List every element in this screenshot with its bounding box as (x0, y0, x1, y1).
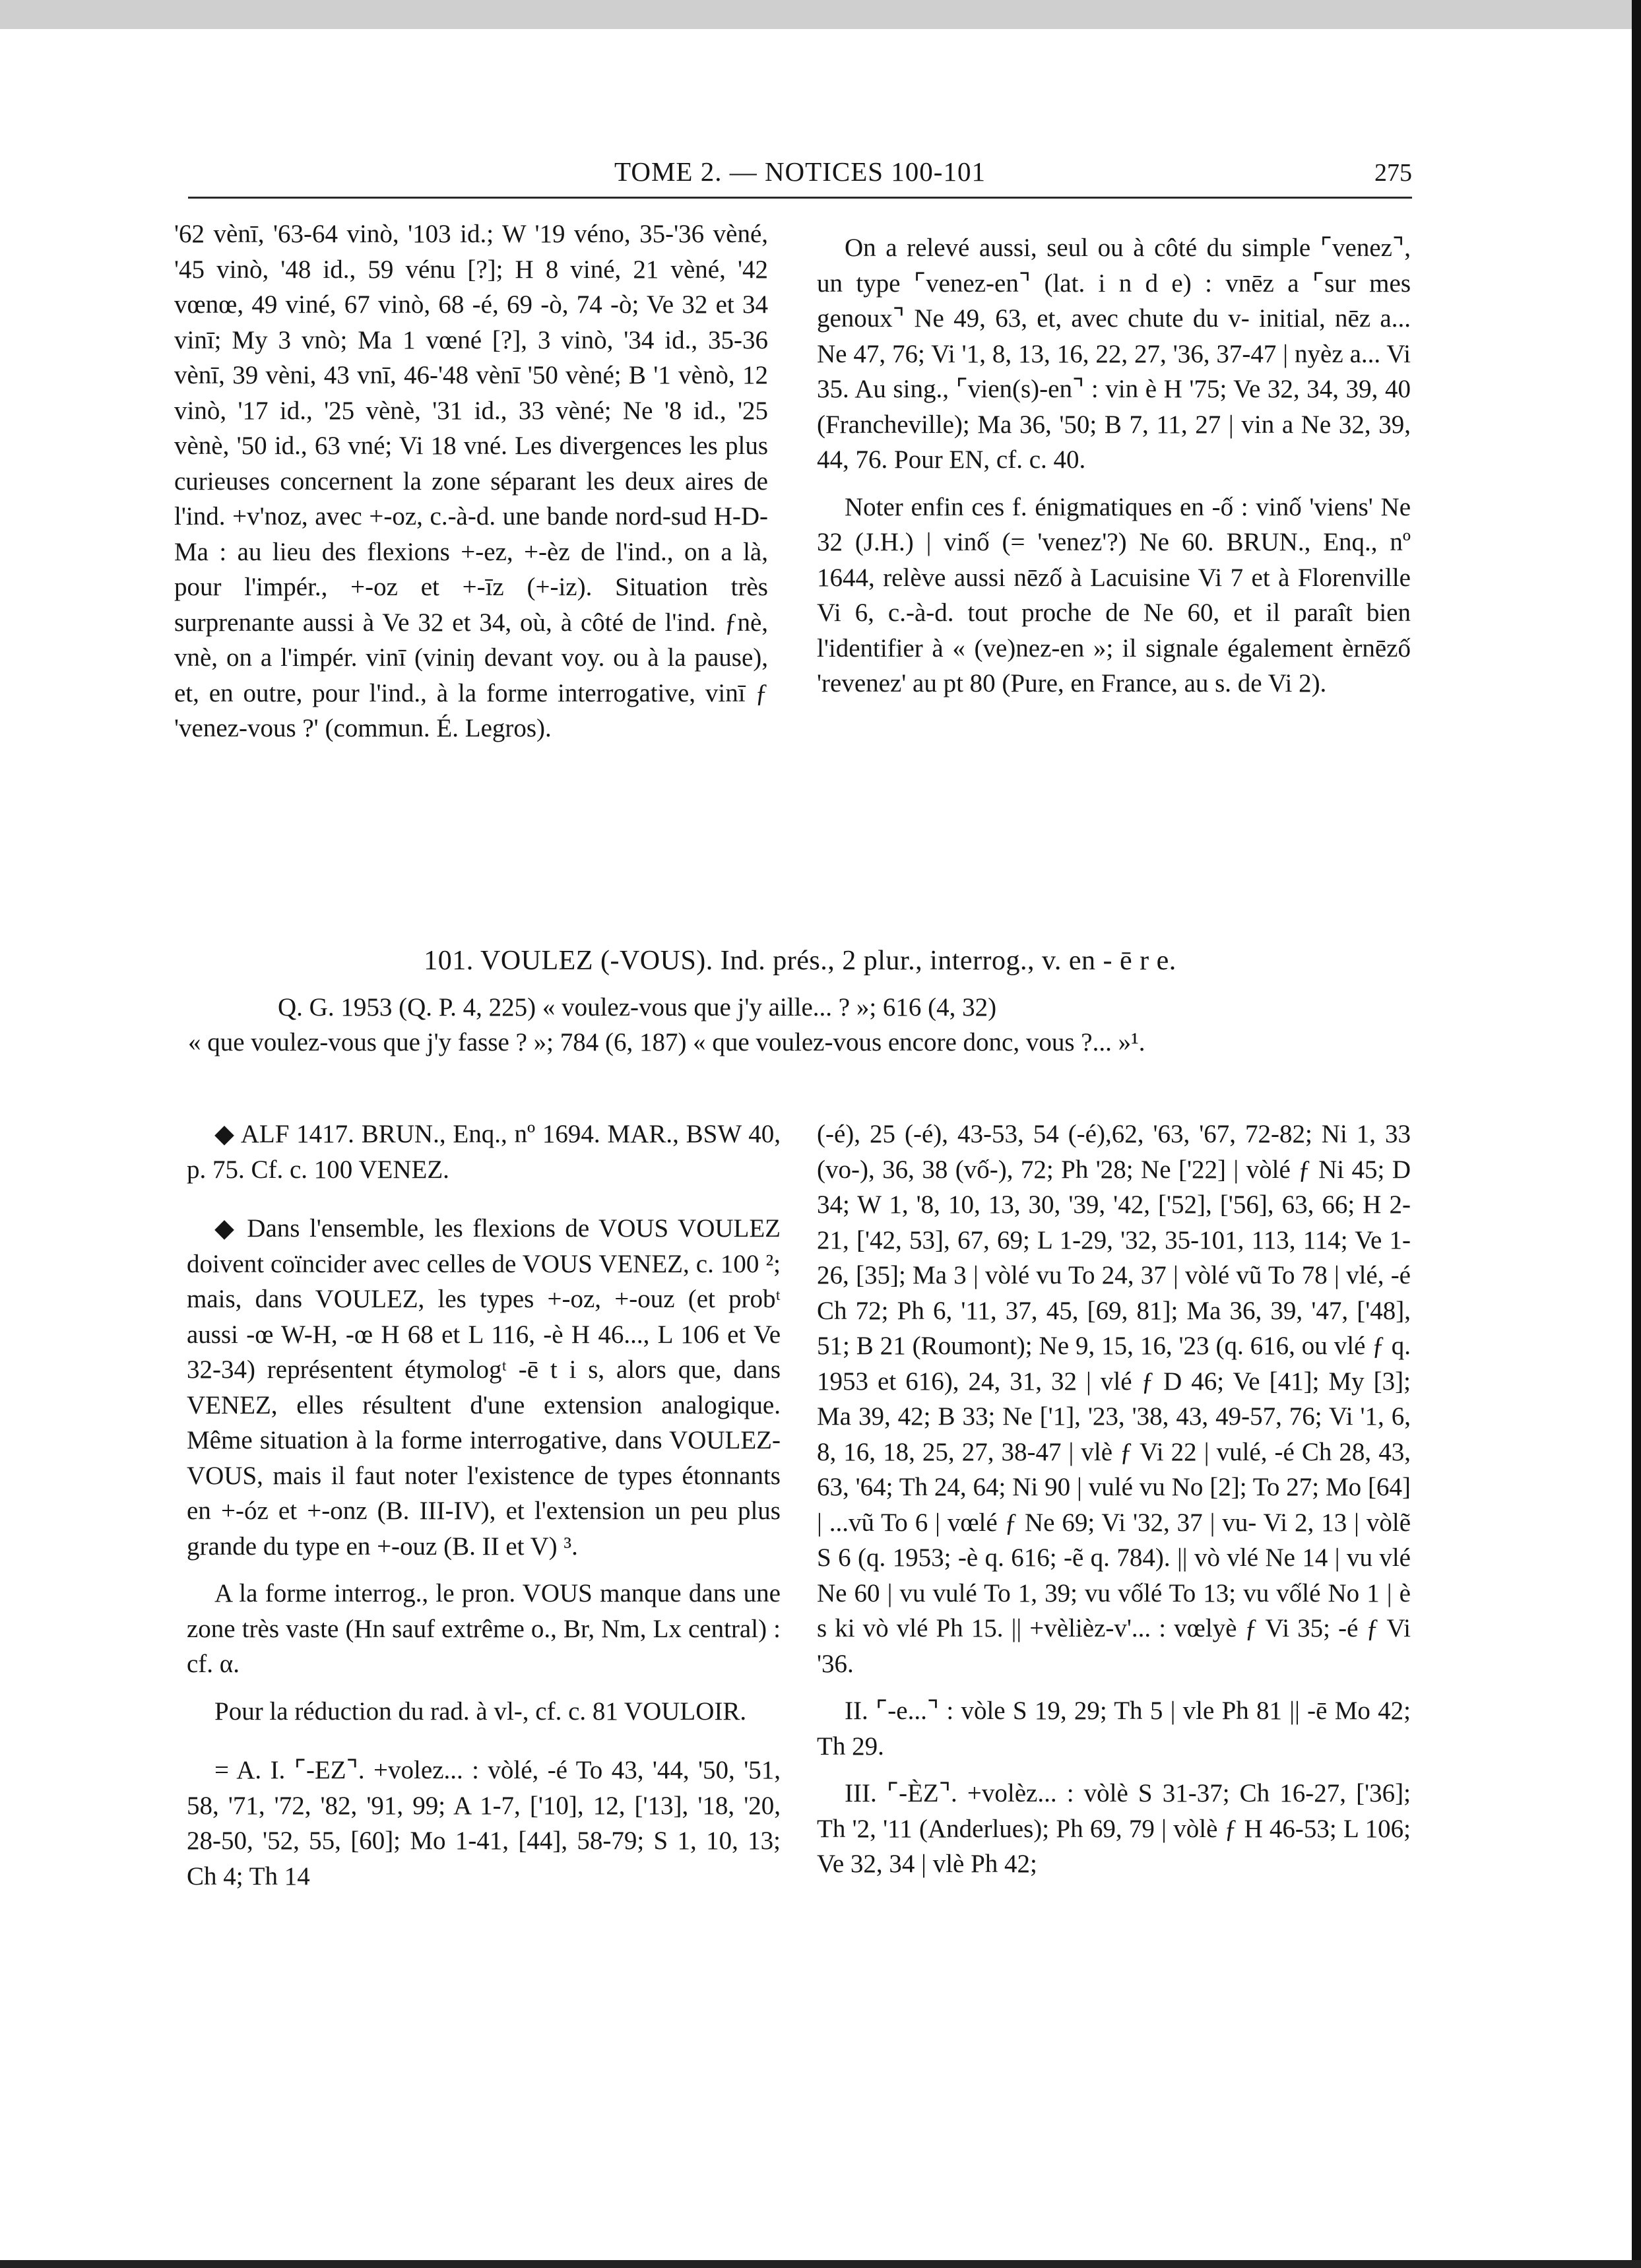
question-line: Q. G. 1953 (Q. P. 4, 225) « voulez-vous que j'y aille... ? »; 616 (4, 32) (278, 993, 997, 1021)
running-title: TOME 2. — NOTICES 100-101 (614, 156, 986, 187)
question-line: « que voulez-vous que j'y fasse ? »; 784 (6, 187) « que voulez-vous encore donc, vous ?... »¹. (188, 1028, 1145, 1056)
scan-bottom-edge (0, 2260, 1641, 2268)
paragraph: II. ⌜-e...⌝ : vòle S 19, 29; Th 5 | vle Ph 81 || -ē Mo 42; Th 29. (817, 1697, 1411, 1761)
running-header (188, 156, 1412, 195)
paragraph: Noter enfin ces f. énigmatiques en -ố : vinố 'viens' Ne 32 (J.H.) | vinố (= 'venez'?) Ne 60. BRUN., Enq., nº 1644, relève aussi nēzố à Lacuisine Vi 7 et à Florenville Vi 6, c.-à-d. tout proche de Ne 60, et il paraît bien l'identifier à « (ve)nez-en »; il signale également èrnēzố 'revenez' au pt 80 (Pure, en France, au s. de Vi 2). (817, 492, 1411, 697)
paragraph: ◆ ALF 1417. BRUN., Enq., nº 1694. MAR., BSW 40, p. 75. Cf. c. 100 VENEZ. (187, 1120, 781, 1184)
paragraph: '62 vènī, '63-64 vinò, '103 id.; W '19 véno, 35-'36 vèné, '45 vinò, '48 id., 59 vénu [?]; H 8 viné, 21 vèné, '42 vœnœ, 49 viné, 67 vinò, 68 -é, 69 -ò, 74 -ò; Ve 32 et 34 vinī; My 3 vnò; Ma 1 vœné [?], 3 vinò, '34 id., 35-36 vènī, 39 vèni, 43 vnī, 46-'48 vènī '50 vèné; B '1 vènò, 12 vinò, '17 id., '25 vènè, '31 id., 33 vèné; Ne '8 id., '25 vènè, '50 id., 63 vné; Vi 18 vné. Les divergences les plus curieuses concernent la zone séparant les deux aires de l'ind. +v'noz, avec +-oz, c.-à-d. une bande nord-sud H-D-Ma : au lieu des flexions +-ez, +-èz de l'ind., on a là, pour l'impér., +-oz et +-īz (+-iz). Situation très surprenante aussi à Ve 32 et 34, où, à côté de l'ind. ƒnè, vnè, on a l'impér. vinī (viniŋ devant voy. ou à la pause), et, en outre, pour l'ind., à la forme interrogative, vinī ƒ 'venez-vous ?' (commun. É. Legros). (174, 220, 768, 742)
paragraph: Pour la réduction du rad. à vl-, cf. c. 81 VOULOIR. (214, 1697, 747, 1726)
notice-100-continuation-right (817, 230, 1411, 713)
paragraph: III. ⌜-ÈZ⌝. +volèz... : vòlè S 31-37; Ch 16-27, ['36]; Th '2, '11 (Anderlues); Ph 69, 79 | vòlè ƒ H 46-53; L 106; Ve 32, 34 | vlè Ph 42; (817, 1779, 1411, 1878)
notice-101-questions (188, 990, 1412, 1060)
notice-101-right-column (817, 1117, 1411, 1894)
notice-101-heading: 101. VOULEZ (-VOUS). Ind. prés., 2 plur., interrog., v. en - ē r e. (424, 946, 1176, 976)
scan-right-edge (1632, 0, 1641, 2268)
header-rule (188, 197, 1412, 199)
page-number: 275 (1374, 159, 1412, 187)
paragraph: On a relevé aussi, seul ou à côté du simple ⌜venez⌝, un type ⌜venez-en⌝ (lat. i n d e) : vnēz a ⌜sur mes genoux⌝ Ne 49, 63, et, avec chute du v- initial, nēz a... Ne 47, 76; Vi '1, 8, 13, 16, 22, 27, '36, 37-47 | nyèz a... Vi 35. Au sing., ⌜vien(s)-en⌝ : vin è H '75; Ve 32, 34, 39, 40 (Francheville); Ma 36, '50; B 7, 11, 27 | vin a Ne 32, 39, 44, 76. Pour EN, cf. c. 40. (817, 234, 1411, 474)
paragraph: = A. I. ⌜-EZ⌝. +volez... : vòlé, -é To 43, '44, '50, '51, 58, '71, '72, '82, '91, 99; A 1-7, ['10], 12, ['13], '18, '20, 28-50, '52, 55, [60]; Mo 1-41, [44], 58-79; S 1, 10, 13; Ch 4; Th 14 (187, 1756, 781, 1891)
paragraph: (-é), 25 (-é), 43-53, 54 (-é),62, '63, '67, 72-82; Ni 1, 33 (vo-), 36, 38 (vố-), 72; Ph '28; Ne ['22] | vòlé ƒ Ni 45; D 34; W 1, '8, 10, 13, 30, '39, '42, ['52], ['56], 63, 66; H 2-21, ['42, 53], 67, 69; L 1-29, '32, 35-101, 113, 114; Ve 1-26, [35]; Ma 3 | vòlé vu To 24, 37 | vòlé vũ To 78 | vlé, -é Ch 72; Ph 6, '11, 37, 45, [69, 81]; Ma 36, 39, '47, ['48], 51; B 21 (Roumont); Ne 9, 15, 16, '23 (q. 616, ou vlé ƒ q. 1953 et 616), 24, 31, 32 | vlé ƒ D 46; Ve [41]; My [3]; Ma 39, 42; B 33; Ne ['1], '23, '38, 43, 49-57, 76; Vi '1, 6, 8, 16, 18, 25, 27, 38-47 | vlè ƒ Vi 22 | vulé, -é Ch 28, 43, 63, '64; Th 24, 64; Ni 90 | vulé vu No [2]; To 27; Mo [64] | ...vũ To 6 | vœlé ƒ Ne 69; Vi '32, 37 | vu- Vi 2, 13 | vòlẽ S 6 (q. 1953; -è q. 616; -ẽ q. 784). || vò vlé Ne 14 | vu vlé Ne 60 | vu vulé To 1, 39; vu vốlé To 13; vu vốlé No 1 | è s ki vò vlé Ph 15. || +vèlièz-v'... : vœlyè ƒ Vi 35; -é ƒ Vi '36. (817, 1120, 1411, 1678)
paragraph: A la forme interrog., le pron. VOUS manque dans une zone très vaste (Hn sauf extrême o., Br, Nm, Lx central) : cf. α. (187, 1579, 781, 1678)
scan-top-edge (0, 0, 1641, 29)
notice-101-left-column (187, 1117, 781, 1906)
notice-100-continuation-left (174, 216, 768, 758)
paragraph: ◆ Dans l'ensemble, les flexions de VOUS VOULEZ doivent coïncider avec celles de VOUS VENEZ, c. 100 ²; mais, dans VOULEZ, les types +-oz, +-ouz (et probᵗ aussi -œ W-H, -œ H 68 et L 116, -è H 46..., L 106 et Ve 32-34) représentent étymologᵗ -ē t i s, alors que, dans VENEZ, elles résultent d'une extension analogique. Même situation à la forme interrogative, dans VOULEZ-VOUS, mais il faut noter l'existence de types étonnants en +-óz et +-onz (B. III-IV), et l'extension un peu plus grande du type en +-ouz (B. II et V) ³. (187, 1214, 781, 1561)
